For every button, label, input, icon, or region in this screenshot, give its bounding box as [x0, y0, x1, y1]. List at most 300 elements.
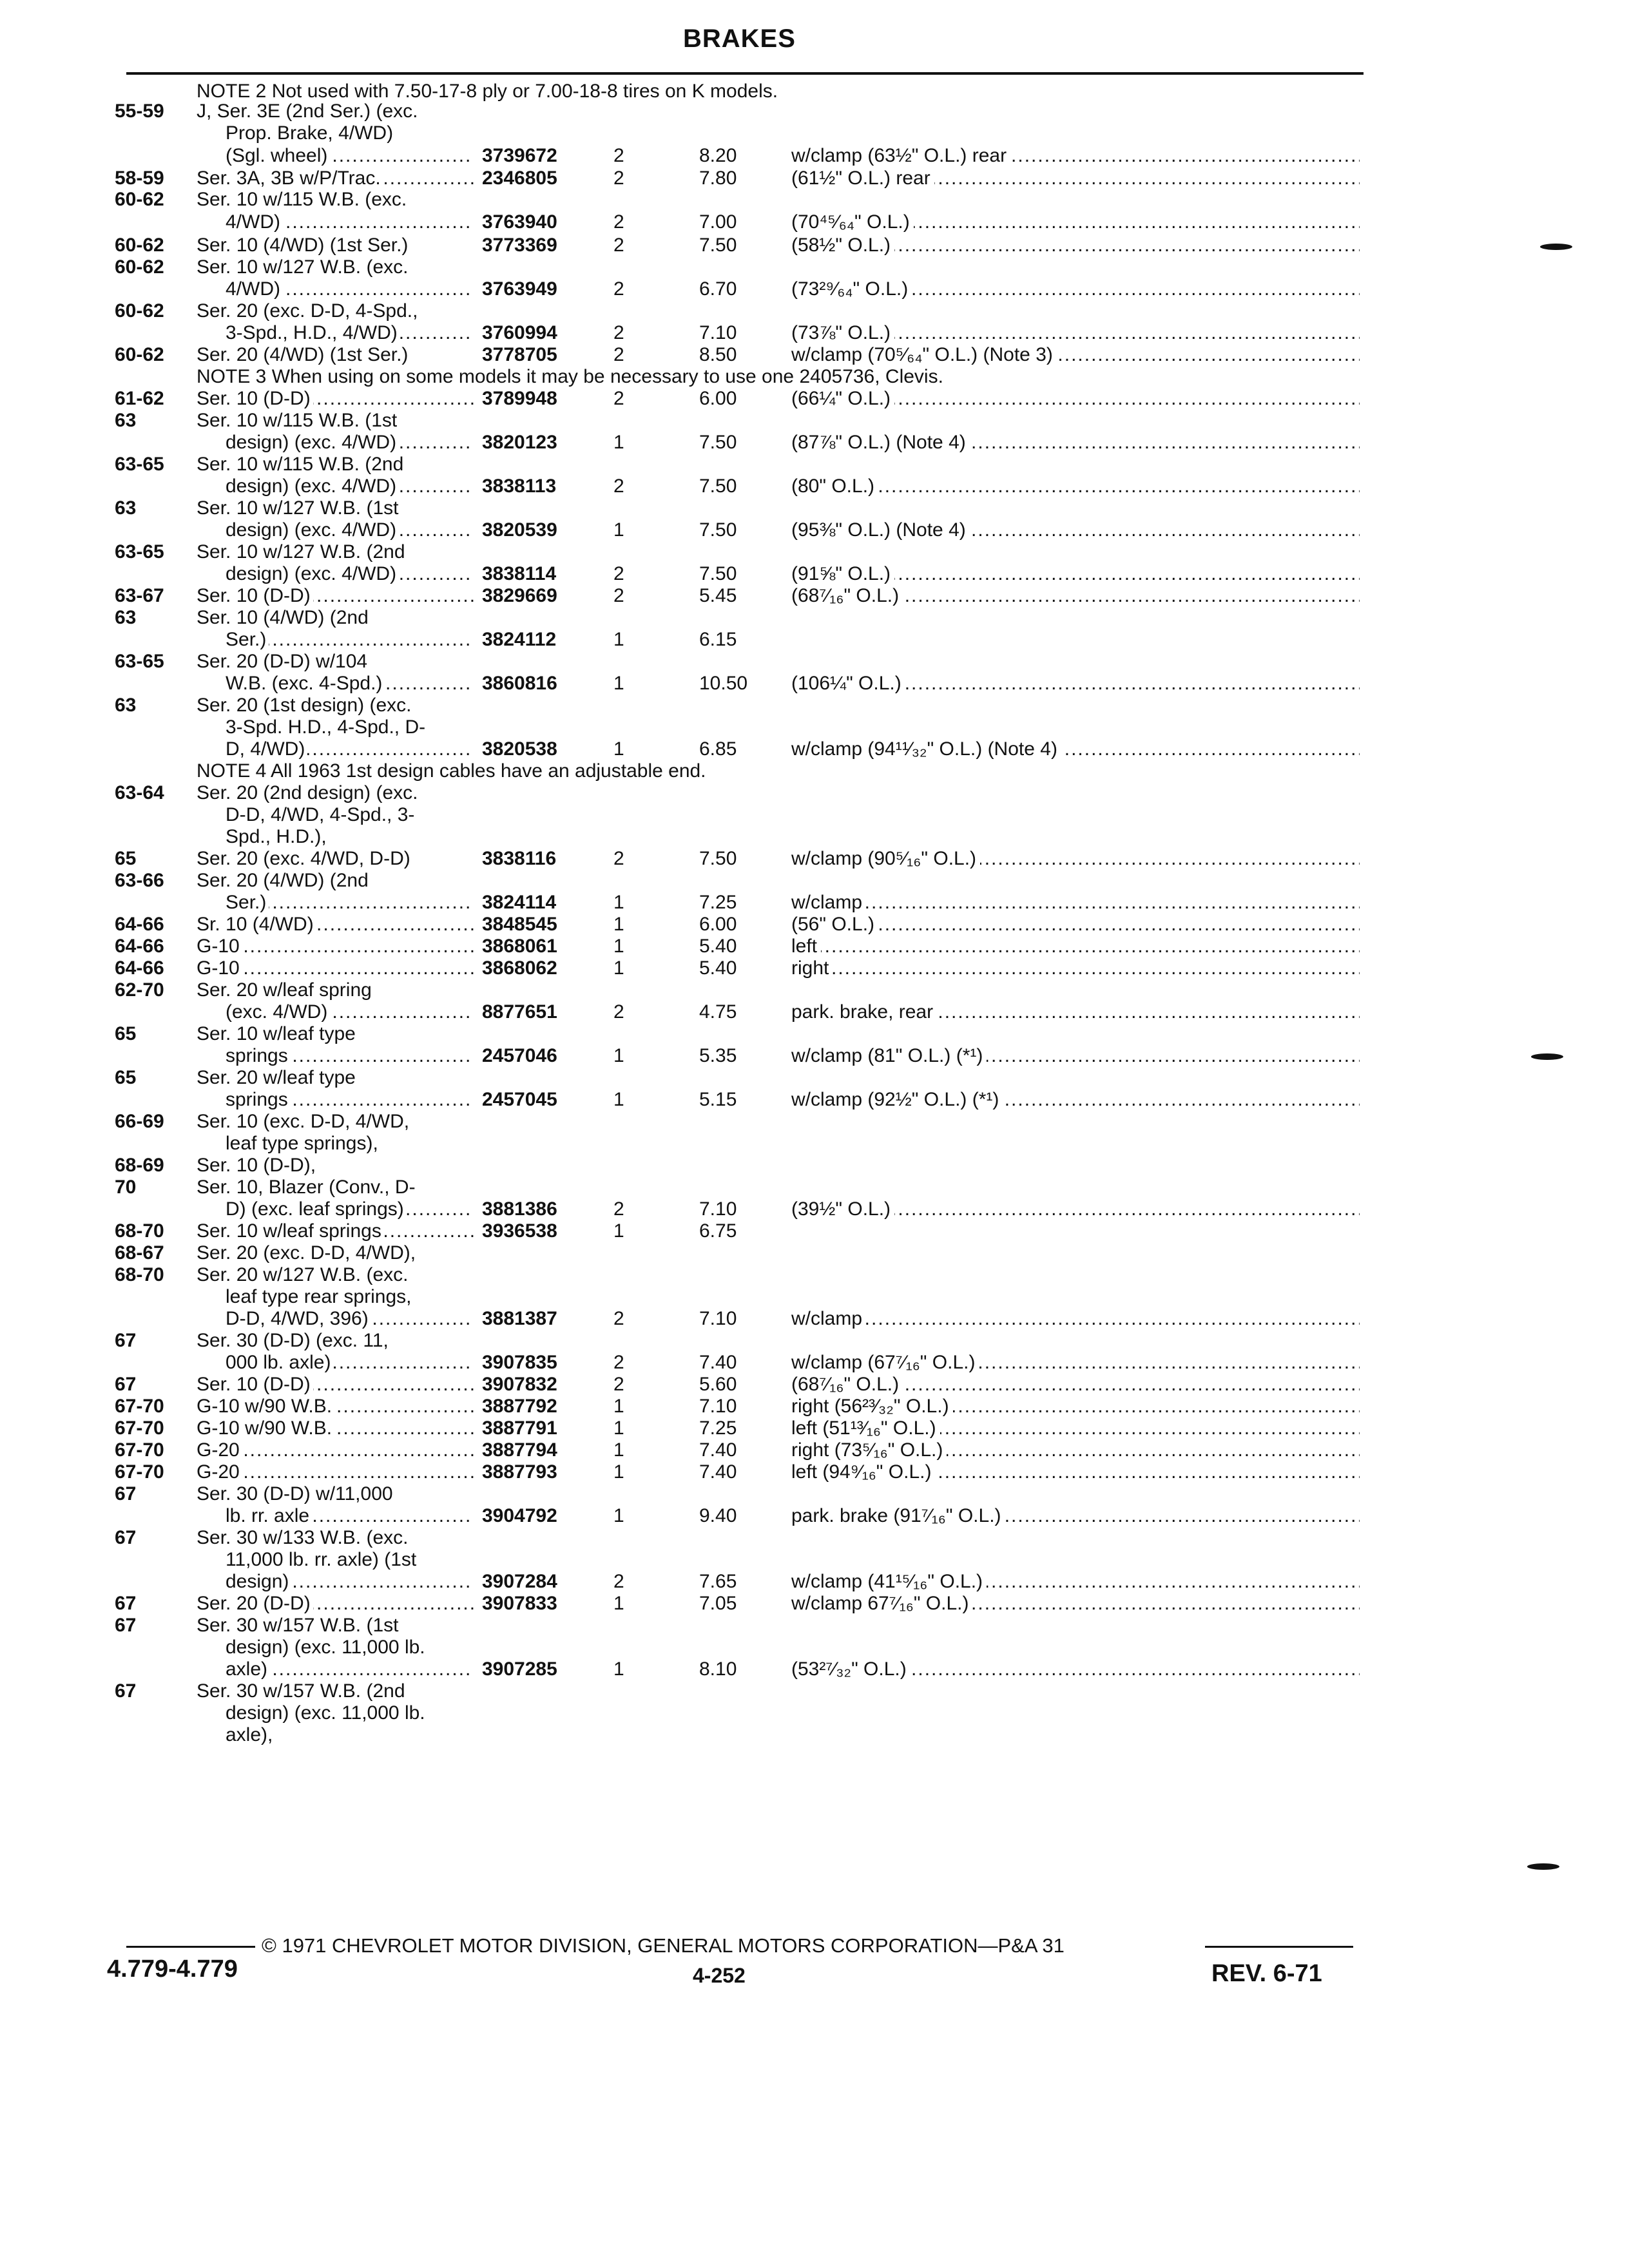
description-text: Ser. 10 (D-D): [197, 585, 313, 606]
quantity: 1: [613, 1089, 624, 1110]
quantity: 1: [613, 914, 624, 935]
quantity: 2: [613, 388, 624, 409]
part-number: 3848545: [482, 914, 557, 935]
footer-revision: REV. 6-71: [1211, 1960, 1322, 1987]
cable-length: 7.10: [699, 1198, 737, 1220]
application-description: Ser. 10 w/127 W.B. (exc.: [197, 256, 409, 278]
remarks-text: w/clamp (67⁷⁄₁₆" O.L.): [791, 1352, 979, 1373]
model-years: 63: [115, 497, 137, 519]
model-years: 67-70: [115, 1418, 164, 1439]
model-years: 66-69: [115, 1111, 164, 1132]
model-years: 64-66: [115, 936, 164, 957]
model-years: 67: [115, 1527, 137, 1548]
remarks: [791, 278, 1360, 300]
application-description: Ser. 20 w/127 W.B. (exc.: [197, 1264, 409, 1285]
model-years: 60-62: [115, 189, 164, 210]
cable-length: 6.00: [699, 388, 737, 409]
application-description: [226, 278, 474, 300]
part-number: 3838114: [482, 563, 557, 584]
model-years: 65: [115, 1067, 137, 1088]
application-description: Ser. 10 (D-D),: [197, 1155, 316, 1176]
remarks-text: w/clamp (94¹¹⁄₃₂" O.L.) (Note 4): [791, 738, 1061, 760]
remarks: [791, 1658, 1360, 1680]
remarks-text: (73²⁹⁄₆₄" O.L.): [791, 278, 912, 300]
quantity: 2: [613, 211, 624, 233]
application-description: [197, 914, 474, 936]
model-years: 67: [115, 1593, 137, 1614]
model-years: 68-69: [115, 1155, 164, 1176]
application-description: Ser. 30 w/157 W.B. (1st: [197, 1615, 399, 1636]
remarks-text: right (73⁵⁄₁₆" O.L.): [791, 1439, 947, 1461]
description-text: (exc. 4/WD): [226, 1001, 330, 1023]
application-description: Ser. 30 (D-D) (exc. 11,: [197, 1330, 389, 1351]
quantity: 1: [613, 1045, 624, 1066]
application-description: design) (exc. 11,000 lb.: [226, 1637, 425, 1658]
model-years: 63-66: [115, 870, 164, 891]
remarks-text: w/clamp: [791, 1308, 866, 1329]
description-text: Ser. 10 w/leaf springs: [197, 1220, 384, 1242]
model-years: 60-62: [115, 344, 164, 365]
part-number: 3820123: [482, 432, 557, 453]
cable-length: 7.50: [699, 848, 737, 869]
application-description: [226, 1352, 474, 1374]
remarks: [791, 1045, 1360, 1067]
part-number: 2457046: [482, 1045, 557, 1066]
application-description: [226, 1571, 474, 1593]
page-title: BRAKES: [683, 24, 796, 53]
application-description: Ser. 30 w/157 W.B. (2nd: [197, 1680, 405, 1702]
cable-length: 7.40: [699, 1439, 737, 1461]
quantity: 1: [613, 738, 624, 760]
cable-length: 8.10: [699, 1658, 737, 1680]
remarks-text: (58½" O.L.): [791, 235, 894, 256]
remarks-text: park. brake (91⁷⁄₁₆" O.L.): [791, 1505, 1005, 1526]
remarks: [791, 145, 1360, 167]
description-text: Ser. 10 (D-D): [197, 1374, 313, 1395]
footer-rule-right: [1205, 1946, 1353, 1948]
description-text: Ser. 3A, 3B w/P/Trac.: [197, 168, 383, 189]
application-description: [197, 1439, 474, 1461]
remarks-text: w/clamp (70⁵⁄₆₄" O.L.) (Note 3): [791, 344, 1057, 365]
part-number: 3887792: [482, 1396, 557, 1417]
quantity: 2: [613, 1001, 624, 1023]
description-text: 3-Spd., H.D., 4/WD): [226, 322, 400, 343]
description-text: springs: [226, 1045, 291, 1066]
remarks-text: (106¼" O.L.): [791, 673, 905, 694]
application-description: Ser. 20 (exc. D-D, 4-Spd.,: [197, 300, 418, 322]
quantity: 2: [613, 322, 624, 343]
model-years: 63: [115, 410, 137, 431]
quantity: 1: [613, 1593, 624, 1614]
remarks: [791, 168, 1360, 189]
model-years: 68-70: [115, 1264, 164, 1285]
part-number: 3887794: [482, 1439, 557, 1461]
quantity: 2: [613, 344, 624, 365]
application-description: [226, 211, 474, 233]
quantity: 1: [613, 432, 624, 453]
model-years: 61-62: [115, 388, 164, 409]
application-description: Ser. 30 (D-D) w/11,000: [197, 1483, 393, 1504]
application-description: [226, 738, 474, 760]
description-text: design) (exc. 4/WD): [226, 476, 399, 497]
application-description: [197, 585, 474, 607]
description-text: design): [226, 1571, 291, 1592]
application-description: axle),: [226, 1724, 273, 1745]
application-description: Ser. 10 w/127 W.B. (2nd: [197, 541, 405, 562]
margin-mark: [1540, 244, 1572, 250]
remarks: [791, 892, 1360, 914]
model-years: 63-65: [115, 651, 164, 672]
remarks-text: (39½" O.L.): [791, 1198, 894, 1220]
cable-length: 6.75: [699, 1220, 737, 1242]
remarks: [791, 1461, 1360, 1483]
remarks-text: w/clamp: [791, 892, 866, 913]
application-description: Ser. 20 (1st design) (exc.: [197, 695, 412, 716]
remarks-text: (66¼" O.L.): [791, 388, 894, 409]
quantity: 2: [613, 848, 624, 869]
model-years: 67: [115, 1330, 137, 1351]
model-years: 65: [115, 1023, 137, 1044]
description-text: Ser. 20 (D-D): [197, 1593, 313, 1614]
description-text: design) (exc. 4/WD): [226, 563, 399, 584]
cable-length: 7.50: [699, 563, 737, 584]
application-description: [226, 1089, 474, 1111]
application-description: Ser. 20 (exc. 4/WD, D-D): [197, 848, 410, 869]
footer-rule-left: [126, 1946, 255, 1948]
part-number: 3860816: [482, 673, 557, 694]
remarks: [791, 476, 1360, 497]
remarks-text: (61½" O.L.) rear: [791, 168, 934, 189]
quantity: 1: [613, 519, 624, 541]
description-text: design) (exc. 4/WD): [226, 519, 399, 541]
quantity: 1: [613, 673, 624, 694]
description-text: G-10 w/90 W.B.: [197, 1418, 334, 1439]
cable-length: 7.50: [699, 519, 737, 541]
remarks: [791, 673, 1360, 695]
application-description: leaf type rear springs,: [226, 1286, 412, 1307]
model-years: 60-62: [115, 235, 164, 256]
application-description: [197, 1593, 474, 1615]
footer-left-code: 4.779-4.779: [107, 1956, 238, 1983]
application-description: [197, 1396, 474, 1418]
part-number: 3907833: [482, 1593, 557, 1614]
quantity: 2: [613, 235, 624, 256]
part-number: 3868061: [482, 936, 557, 957]
part-number: 3887793: [482, 1461, 557, 1483]
cable-length: 7.80: [699, 168, 737, 189]
cable-length: 7.25: [699, 1418, 737, 1439]
application-description: [226, 1308, 474, 1330]
description-text: 4/WD): [226, 278, 283, 300]
description-text: lb. rr. axle: [226, 1505, 312, 1526]
remarks: [791, 563, 1360, 585]
application-description: design) (exc. 11,000 lb.: [226, 1702, 425, 1724]
remarks: [791, 1571, 1360, 1593]
quantity: 2: [613, 1352, 624, 1373]
remarks-text: left: [791, 936, 821, 957]
description-text: D-D, 4/WD, 396): [226, 1308, 371, 1329]
model-years: 68-67: [115, 1242, 164, 1264]
application-description: [226, 1045, 474, 1067]
description-text: 4/WD): [226, 211, 283, 233]
quantity: 2: [613, 168, 624, 189]
part-number: 3760994: [482, 322, 557, 343]
description-text: Ser.): [226, 892, 269, 913]
cable-length: 5.40: [699, 957, 737, 979]
part-number: 2457045: [482, 1089, 557, 1110]
quantity: 1: [613, 957, 624, 979]
application-description: [226, 629, 474, 651]
description-text: G-10: [197, 957, 242, 979]
application-description: Ser. 20 (4/WD) (1st Ser.): [197, 344, 409, 365]
cable-length: 8.50: [699, 344, 737, 365]
application-description: J, Ser. 3E (2nd Ser.) (exc.: [197, 101, 418, 122]
remarks-text: (91⅝" O.L.): [791, 563, 894, 584]
remarks: [791, 388, 1360, 410]
quantity: 1: [613, 1220, 624, 1242]
remarks: [791, 848, 1360, 870]
remarks: [791, 1089, 1360, 1111]
description-text: G-20: [197, 1439, 242, 1461]
application-description: [197, 957, 474, 979]
cable-length: 6.85: [699, 738, 737, 760]
cable-length: 7.25: [699, 892, 737, 913]
quantity: 1: [613, 1461, 624, 1483]
remarks-text: w/clamp (81" O.L.) (*¹): [791, 1045, 987, 1066]
remarks: [791, 1505, 1360, 1527]
description-text: D) (exc. leaf springs): [226, 1198, 407, 1220]
note-text: NOTE 3 When using on some models it may be necessary to use one 2405736, Clevis.: [197, 366, 943, 387]
part-number: 8877651: [482, 1001, 557, 1023]
description-text: axle): [226, 1658, 270, 1680]
description-text: D, 4/WD): [226, 738, 307, 760]
application-description: [226, 673, 474, 695]
remarks: [791, 1418, 1360, 1439]
remarks-text: (68⁷⁄₁₆" O.L.): [791, 585, 903, 606]
application-description: Ser. 10 w/115 W.B. (2nd: [197, 454, 404, 475]
cable-length: 9.40: [699, 1505, 737, 1526]
description-text: G-10: [197, 936, 242, 957]
model-years: 67: [115, 1615, 137, 1636]
part-number: 3820539: [482, 519, 557, 541]
remarks: [791, 211, 1360, 233]
margin-mark: [1527, 1863, 1559, 1870]
remarks: [791, 519, 1360, 541]
quantity: 1: [613, 1439, 624, 1461]
remarks: [791, 432, 1360, 454]
description-text: G-20: [197, 1461, 242, 1483]
remarks-text: w/clamp (92½" O.L.) (*¹): [791, 1089, 1003, 1110]
model-years: 62-70: [115, 979, 164, 1001]
application-description: Ser. 30 w/133 W.B. (exc.: [197, 1527, 409, 1548]
model-years: 64-66: [115, 914, 164, 935]
header-rule: [126, 72, 1364, 75]
part-number: 3838113: [482, 476, 557, 497]
application-description: Ser. 10 (4/WD) (1st Ser.): [197, 235, 409, 256]
part-number: 3789948: [482, 388, 557, 409]
application-description: [197, 936, 474, 957]
model-years: 60-62: [115, 256, 164, 278]
model-years: 63-65: [115, 541, 164, 562]
cable-length: 7.10: [699, 1308, 737, 1329]
application-description: 3-Spd. H.D., 4-Spd., D-: [226, 716, 426, 738]
quantity: 2: [613, 1308, 624, 1329]
application-description: Ser. 10 w/115 W.B. (1st: [197, 410, 398, 431]
part-number: 3881387: [482, 1308, 557, 1329]
part-number: 3838116: [482, 848, 557, 869]
part-number: 3763940: [482, 211, 557, 233]
note-text: NOTE 2 Not used with 7.50-17-8 ply or 7.00-18-8 tires on K models.: [197, 81, 778, 102]
application-description: [197, 1461, 474, 1483]
model-years: 64-66: [115, 957, 164, 979]
remarks-text: (68⁷⁄₁₆" O.L.): [791, 1374, 903, 1395]
application-description: [197, 1374, 474, 1396]
cable-length: 7.40: [699, 1461, 737, 1483]
application-description: [226, 1505, 474, 1527]
description-text: W.B. (exc. 4-Spd.): [226, 673, 385, 694]
remarks-text: (53²⁷⁄₃₂" O.L.): [791, 1658, 911, 1680]
model-years: 63-64: [115, 782, 164, 803]
application-description: [226, 145, 474, 167]
application-description: [226, 432, 474, 454]
remarks-text: (80" O.L.): [791, 476, 878, 497]
remarks-text: left (51¹³⁄₁₆" O.L.): [791, 1418, 940, 1439]
application-description: Ser. 20 w/leaf spring: [197, 979, 372, 1001]
application-description: Ser. 20 (exc. D-D, 4/WD),: [197, 1242, 416, 1264]
remarks: [791, 957, 1360, 979]
remarks: [791, 1352, 1360, 1374]
part-number: 3778705: [482, 344, 557, 365]
description-text: design) (exc. 4/WD): [226, 432, 399, 453]
application-description: Spd., H.D.),: [226, 826, 327, 847]
description-text: Sr. 10 (4/WD): [197, 914, 316, 935]
application-description: [226, 1198, 474, 1220]
quantity: 1: [613, 1418, 624, 1439]
remarks-text: w/clamp 67⁷⁄₁₆" O.L.): [791, 1593, 972, 1614]
quantity: 2: [613, 145, 624, 166]
description-text: 000 lb. axle): [226, 1352, 333, 1373]
footer-page-number: 4-252: [693, 1964, 746, 1987]
model-years: 63: [115, 607, 137, 628]
remarks: [791, 344, 1360, 366]
part-number: 3887791: [482, 1418, 557, 1439]
model-years: 58-59: [115, 168, 164, 189]
remarks: [791, 1374, 1360, 1396]
cable-length: 7.05: [699, 1593, 737, 1614]
application-description: [226, 892, 474, 914]
remarks: [791, 914, 1360, 936]
quantity: 1: [613, 1505, 624, 1526]
cable-length: 6.15: [699, 629, 737, 650]
remarks: [791, 936, 1360, 957]
application-description: [197, 1418, 474, 1439]
application-description: D-D, 4/WD, 4-Spd., 3-: [226, 804, 415, 825]
application-description: [226, 1658, 474, 1680]
cable-length: 6.00: [699, 914, 737, 935]
application-description: 11,000 lb. rr. axle) (1st: [226, 1549, 417, 1570]
cable-length: 5.35: [699, 1045, 737, 1066]
quantity: 1: [613, 936, 624, 957]
application-description: Prop. Brake, 4/WD): [226, 122, 394, 144]
quantity: 2: [613, 585, 624, 606]
part-number: 3773369: [482, 235, 557, 256]
application-description: Ser. 10 (exc. D-D, 4/WD,: [197, 1111, 410, 1132]
application-description: [226, 563, 474, 585]
application-description: [197, 168, 474, 189]
model-years: 63-67: [115, 585, 164, 606]
application-description: [226, 519, 474, 541]
part-number: 3907285: [482, 1658, 557, 1680]
part-number: 3907835: [482, 1352, 557, 1373]
cable-length: 7.50: [699, 432, 737, 453]
model-years: 68-70: [115, 1220, 164, 1242]
application-description: Ser. 20 w/leaf type: [197, 1067, 356, 1088]
remarks-text: right: [791, 957, 833, 979]
remarks: [791, 738, 1360, 760]
cable-length: 7.10: [699, 1396, 737, 1417]
cable-length: 4.75: [699, 1001, 737, 1023]
cable-length: 5.15: [699, 1089, 737, 1110]
cable-length: 7.00: [699, 211, 737, 233]
remarks-text: right (56²³⁄₃₂" O.L.): [791, 1396, 953, 1417]
application-description: Ser. 10 (4/WD) (2nd: [197, 607, 369, 628]
model-years: 60-62: [115, 300, 164, 322]
part-number: 2346805: [482, 168, 557, 189]
remarks-text: w/clamp (41¹⁵⁄₁₆" O.L.): [791, 1571, 987, 1592]
part-number: 3907284: [482, 1571, 557, 1592]
quantity: 2: [613, 1571, 624, 1592]
model-years: 65: [115, 848, 137, 869]
remarks: [791, 1001, 1360, 1023]
model-years: 55-59: [115, 101, 164, 122]
remarks: [791, 1593, 1360, 1615]
cable-length: 7.40: [699, 1352, 737, 1373]
model-years: 63: [115, 695, 137, 716]
application-description: [226, 476, 474, 497]
copyright-line: © 1971 CHEVROLET MOTOR DIVISION, GENERAL MOTORS CORPORATION—P&A 31: [262, 1934, 1065, 1957]
cable-length: 5.60: [699, 1374, 737, 1395]
description-text: springs: [226, 1089, 291, 1110]
description-text: (Sgl. wheel): [226, 145, 330, 166]
part-number: 3881386: [482, 1198, 557, 1220]
application-description: Ser. 20 (4/WD) (2nd: [197, 870, 369, 891]
model-years: 63-65: [115, 454, 164, 475]
cable-length: 10.50: [699, 673, 748, 694]
remarks-text: left (94⁹⁄₁₆" O.L.): [791, 1461, 935, 1483]
application-description: [226, 322, 474, 344]
remarks-text: (95⅜" O.L.) (Note 4): [791, 519, 970, 541]
remarks: [791, 322, 1360, 344]
application-description: [197, 388, 474, 410]
remarks: [791, 585, 1360, 607]
application-description: Ser. 20 (D-D) w/104: [197, 651, 368, 672]
part-number: 3824114: [482, 892, 557, 913]
note-text: NOTE 4 All 1963 1st design cables have an adjustable end.: [197, 760, 706, 782]
model-years: 70: [115, 1177, 137, 1198]
part-number: 3907832: [482, 1374, 557, 1395]
remarks: [791, 1439, 1360, 1461]
model-years: 67-70: [115, 1396, 164, 1417]
cable-length: 5.40: [699, 936, 737, 957]
remarks-text: w/clamp (63½" O.L.) rear: [791, 145, 1010, 166]
part-number: 3763949: [482, 278, 557, 300]
model-years: 67-70: [115, 1439, 164, 1461]
quantity: 2: [613, 278, 624, 300]
cable-length: 5.45: [699, 585, 737, 606]
cable-length: 8.20: [699, 145, 737, 166]
remarks-text: (73⅞" O.L.): [791, 322, 894, 343]
quantity: 1: [613, 1396, 624, 1417]
